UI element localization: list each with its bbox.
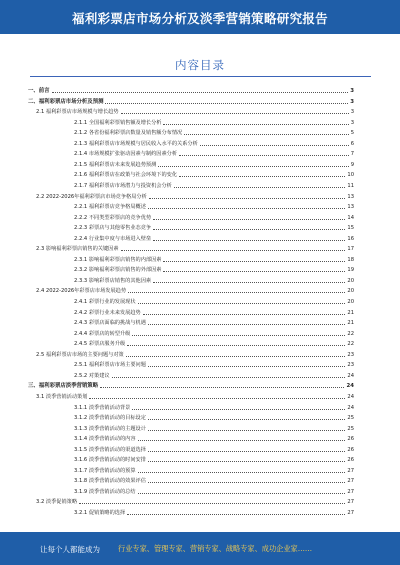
toc-entry-page: 25 [347,415,354,422]
toc-entry[interactable] [28,496,354,505]
toc-leader-dots [127,344,345,346]
toc-entry-text: 3.2.1 促销策略的选择 [74,510,126,516]
toc-leader-dots [174,186,346,188]
toc-entry[interactable] [28,296,354,305]
toc-entry[interactable] [28,254,354,263]
toc-entry[interactable] [28,275,354,284]
toc-entry-page: 10 [347,172,354,179]
toc-entry-page: 3 [350,109,354,116]
toc-entry-page: 21 [347,320,354,327]
toc-leader-dots [200,144,349,146]
toc-entry[interactable] [28,96,354,105]
toc-entry-page: 18 [347,256,354,263]
toc-entry-text: 2.2 2022-2026年福利彩票店市场竞争格局分析 [36,193,147,200]
toc-entry-text: 3.1.1 淡季营销活动背景 [74,404,131,411]
toc-entry[interactable] [28,475,354,484]
toc-entry[interactable] [28,201,354,210]
toc-entry-page: 24 [347,372,354,379]
toc-entry[interactable] [28,402,354,411]
toc-entry[interactable] [28,370,354,379]
toc-entry-text: 2.3 影响福利彩票店销售的关键因素 [36,246,119,253]
toc-leader-dots [148,207,345,209]
toc-leader-dots [138,302,346,304]
toc-entry-page: 17 [347,246,354,253]
toc-entry-text: 2.1.5 福利彩票店未来发展趋势预测 [74,161,157,168]
toc-entry-text: 2.4.5 彩票店服务升级 [74,341,126,348]
toc-leader-dots [153,228,345,230]
toc-leader-dots [184,133,348,135]
toc-entry[interactable] [28,106,354,115]
toc-entry-text: 2.2.3 彩票店与其他零售业态竞争 [74,225,152,232]
toc-entry-text: 2.3.1 影响福利彩票店销售的内部因素 [74,256,162,263]
toc-entry-page: 22 [347,341,354,348]
toc-entry-text: 2.1.4 市场规模扩张驱动因素与制约因素分析 [74,151,178,158]
toc-title: 内容目录 [175,58,225,72]
toc-entry-text: 一、前言 [28,88,50,94]
toc-entry-page: 26 [347,457,354,464]
toc-entry-page: 27 [347,499,354,506]
toc-entry[interactable] [28,169,354,178]
toc-entry-text: 2.4 2022-2026年彩票店市场发展趋势 [36,288,127,295]
toc-leader-dots [163,123,348,125]
toc-entry[interactable] [28,307,354,316]
toc-leader-dots [121,249,346,251]
toc-entry-page: 20 [347,299,354,305]
toc-entry[interactable] [28,391,354,400]
toc-leader-dots [143,313,346,315]
toc-entry-text: 二、福利彩票店市场分析及预测 [28,98,104,105]
toc-entry-page: 20 [347,288,354,295]
toc-entry-text: 2.4.3 彩票店面临的挑战与机遇 [74,320,146,327]
toc-entry-page: 26 [347,446,354,453]
toc-entry[interactable] [28,317,354,326]
toc-leader-dots [149,197,346,199]
toc-leader-dots [148,365,345,367]
toc-leader-dots [128,291,345,293]
toc-leader-dots [148,323,345,325]
toc-leader-dots [163,260,345,262]
toc-entry[interactable] [28,412,354,421]
toc-entry-page: 13 [347,204,354,211]
toc-entry[interactable] [28,349,354,358]
toc-entry-page: 27 [347,488,354,495]
toc-entry[interactable] [28,212,354,221]
toc-entry[interactable] [28,264,354,273]
toc-leader-dots [127,513,345,515]
toc-entry[interactable] [28,148,354,157]
toc-entry[interactable] [28,138,354,147]
toc-leader-dots [132,408,345,410]
toc-entry-text: 三、福利彩票店淡季营销策略 [28,383,99,390]
toc-entry[interactable] [28,191,354,200]
toc-entry-text: 2.4.4 彩票店的转型升级 [74,330,131,337]
toc-entry-text: 3.2 淡季促销策略 [36,499,78,506]
toc-leader-dots [100,386,344,388]
toc-entry[interactable] [28,233,354,242]
toc-entry-text: 2.1.7 福利彩票店市场潜力与投资机会分析 [74,182,172,189]
toc-leader-dots [163,270,345,272]
toc-entry[interactable] [28,444,354,453]
toc-leader-dots [105,102,348,104]
toc-entry-text: 3.1.4 淡季营销活动的内容 [74,436,136,443]
toc-entry-page: 27 [347,510,354,516]
toc-leader-dots [126,355,346,357]
toc-entry[interactable] [28,117,354,126]
toc-entry-page: 20 [347,277,354,284]
toc-entry-text: 2.3.2 影响福利彩票店销售的外部因素 [74,267,162,274]
toc-leader-dots [148,481,345,483]
toc-entry-text: 3.1.3 淡季营销活动的主题设计 [74,425,146,432]
toc-leader-dots [179,175,345,177]
toc-entry-page: 13 [347,193,354,200]
toc-entry[interactable] [28,433,354,442]
toc-entry-text: 3.1.9 淡季营销活动的总结 [74,488,136,495]
toc-entry-text: 2.5.1 福利彩票店市场主要问题 [74,362,146,369]
toc-entry[interactable] [28,454,354,463]
toc-leader-dots [148,429,345,431]
toc-entry-page: 21 [347,309,354,316]
toc-entry[interactable] [28,222,354,231]
toc-entry-text: 3.1.5 淡季营销活动的渠道选择 [74,446,146,453]
toc-entry-page: 5 [350,130,354,137]
toc-entry[interactable] [28,380,354,389]
toc-leader-dots [112,376,346,378]
toc-leader-dots [153,239,345,241]
toc-entry-page: 6 [350,140,354,147]
toc-entry[interactable] [28,85,354,94]
toc-entry-text: 2.1 福利彩票店市场规模与增长趋势 [36,109,119,116]
toc-entry-page: 7 [350,151,354,158]
toc-entry-text: 2.1.2 各省份福利彩票店数量及销售额分布情况 [74,130,183,137]
toc-entry-page: 3 [350,119,354,126]
toc-leader-dots [179,154,349,156]
toc-entry-text: 2.1.3 福利彩票店市场规模与居民收入水平的关系分析 [74,140,198,147]
toc-divider [30,76,371,77]
toc-leader-dots [148,450,345,452]
toc-entry-page: 23 [347,351,354,358]
toc-entry-page: 3 [350,88,354,94]
toc-entry-page: 14 [347,214,354,221]
toc-entry[interactable] [28,486,354,495]
toc-entry-page: 3 [350,98,354,105]
toc-entry-page: 27 [347,478,354,485]
toc-entry-page: 25 [347,425,354,432]
toc-entry[interactable] [28,465,354,474]
toc-entry-page: 15 [347,225,354,232]
toc-entry-text: 2.5.2 对策建议 [74,372,110,379]
toc-leader-dots [138,471,346,473]
toc-leader-dots [158,165,348,167]
toc-entry[interactable] [28,423,354,432]
toc-leader-dots [89,397,345,399]
toc-entry[interactable] [28,243,354,252]
toc-entry-page: 23 [347,362,354,369]
toc-entry-text: 3.1.2 淡季营销活动的目标设定 [74,415,146,422]
toc-entry-text: 2.4.1 彩票行业的发展现状 [74,299,136,305]
toc-entry-page: 11 [347,182,354,189]
toc-leader-dots [148,418,345,420]
toc-entry[interactable] [28,338,354,347]
toc-entry-text: 2.1.6 福利彩票店在政策与社会环境下的变化 [74,172,178,179]
toc-leader-dots [79,502,345,504]
toc-entry[interactable] [28,507,354,516]
toc-entry[interactable] [28,180,354,189]
toc-entry-page: 24 [347,393,354,400]
toc-entry[interactable] [28,159,354,168]
toc-entry-page: 22 [347,330,354,337]
toc-entry[interactable] [28,285,354,294]
toc-entry-text: 3.1.7 淡季营销活动的预算 [74,467,136,474]
toc-entry[interactable] [28,328,354,337]
toc-leader-dots [52,91,349,93]
toc-entry-page: 26 [347,436,354,443]
toc-entry-text: 2.3.3 影响彩票店销售的其他因素 [74,277,152,284]
footer-bar [0,532,400,565]
toc-entry-page: 24 [346,383,354,390]
toc-entry-text: 2.2.1 福利彩票店竞争格局概述 [74,204,146,211]
toc-entry-page: 9 [350,161,354,168]
toc-entry-page: 19 [347,267,354,274]
toc-entry-page: 16 [347,235,354,242]
toc-entry-page: 24 [347,404,354,411]
toc-entry[interactable] [28,359,354,368]
toc-entry[interactable] [28,127,354,136]
footer-slogan-left: 让每个人都能成为 [40,545,100,554]
toc-entry-text: 3.1.8 淡季营销活动的效果评估 [74,478,146,485]
toc-leader-dots [148,460,345,462]
toc-entry-text: 2.2.2 不同类型彩票店的竞争优势 [74,214,152,221]
footer-slogan-right: 行业专家、管理专家、营销专家、战略专家、成功企业家…… [118,544,313,553]
toc-entry-text: 3.1 淡季营销活动策划 [36,393,88,400]
toc-entry-text: 2.1.1 全国福利彩票销售额及增长分析 [74,119,162,126]
toc-leader-dots [132,334,345,336]
toc-entry-text: 2.5 福利彩票店市场的主要问题与对策 [36,351,124,358]
toc-entry-text: 2.4.2 彩票行业未来发展趋势 [74,309,141,316]
document-title: 福利彩票店市场分析及淡季营销策略研究报告 [71,11,328,26]
header-bar [0,0,400,34]
toc-leader-dots [121,112,349,114]
toc-leader-dots [153,281,345,283]
toc-leader-dots [153,218,345,220]
toc-leader-dots [138,492,346,494]
toc-leader-dots [138,439,346,441]
toc-entry-text: 3.1.6 淡季营销活动的时间安排 [74,457,146,464]
toc-entry-text: 2.2.4 行业集中度与市场进入壁垒 [74,235,152,242]
toc-entry-page: 27 [347,467,354,474]
